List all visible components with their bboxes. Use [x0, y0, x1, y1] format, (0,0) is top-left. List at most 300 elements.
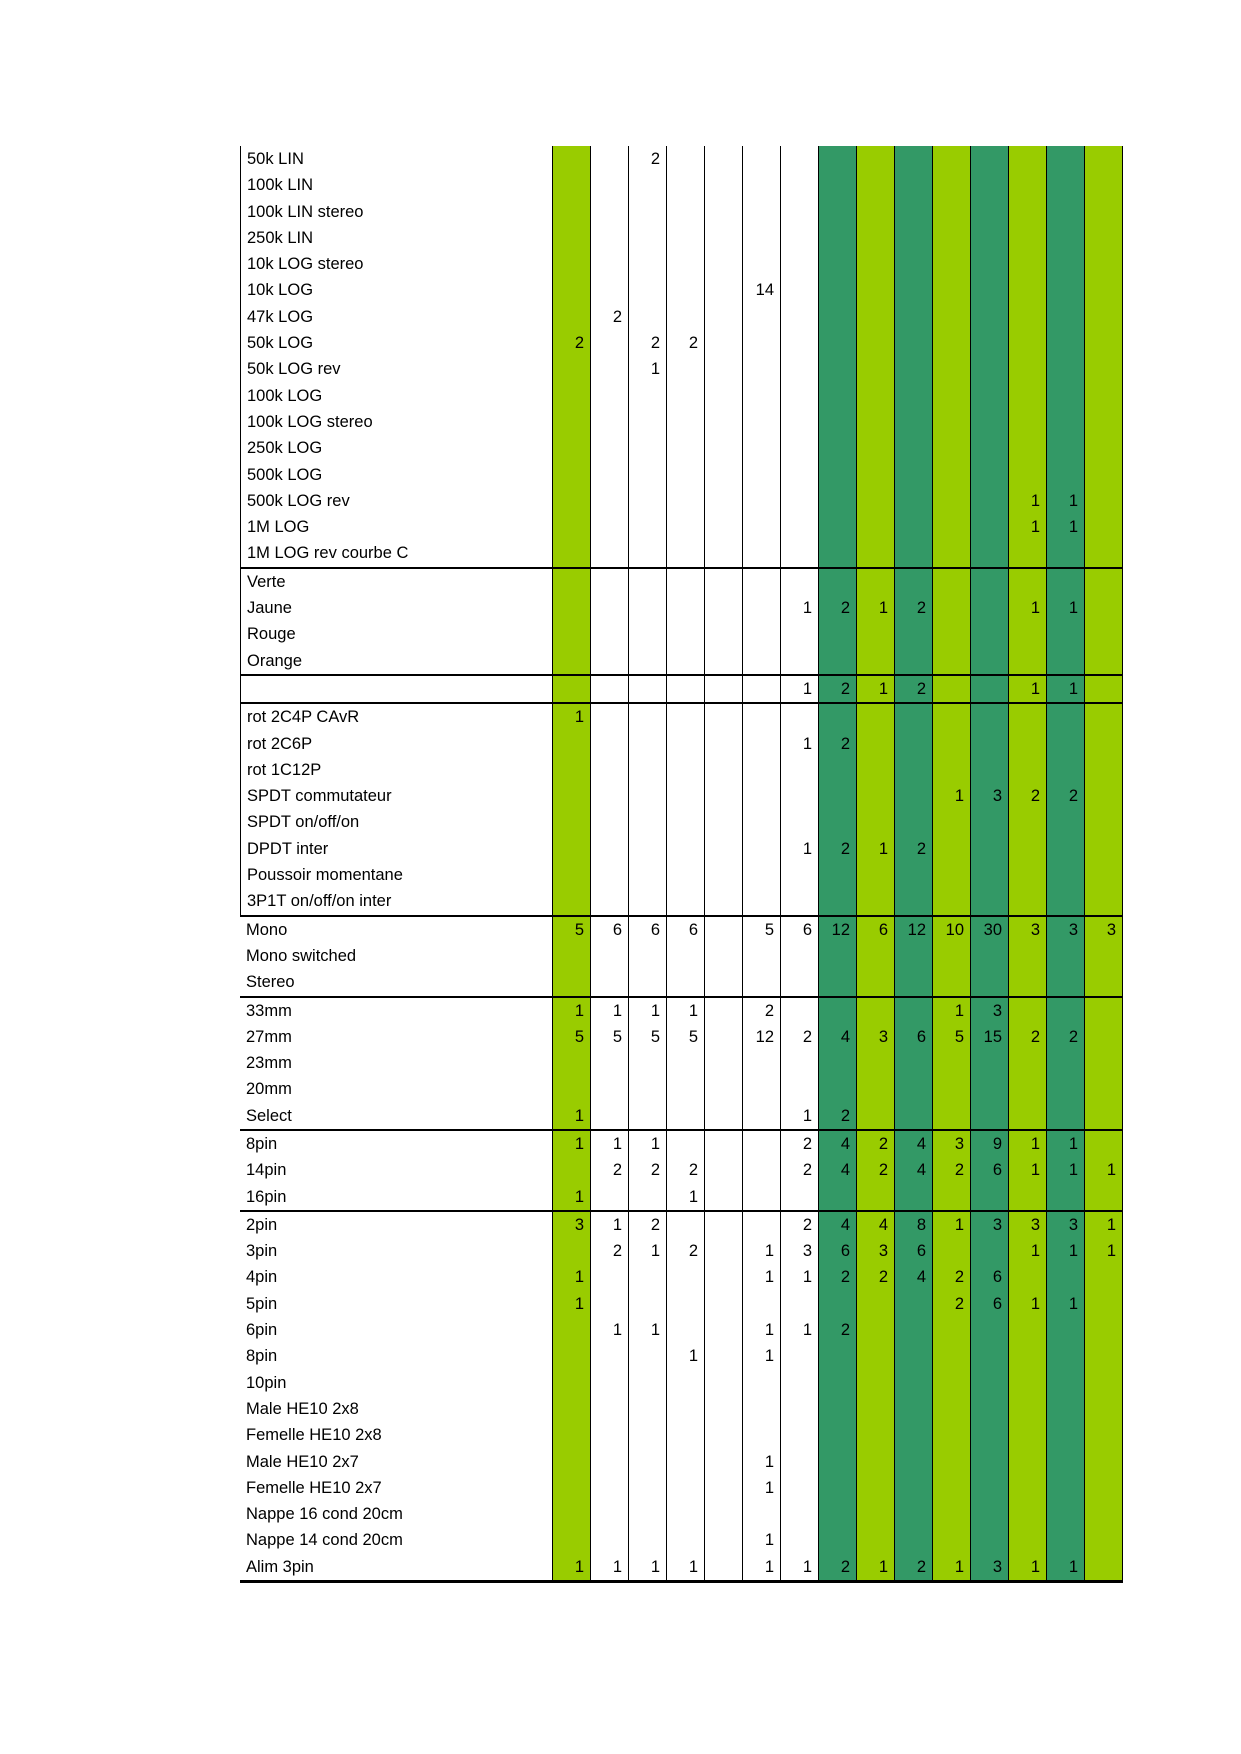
value-cell	[1085, 969, 1123, 995]
value-cell	[591, 648, 629, 674]
row-label-cell: 33mm	[240, 998, 553, 1024]
value-cell: 2	[819, 1264, 857, 1290]
value-cell	[781, 1076, 819, 1102]
value-cell	[971, 1076, 1009, 1102]
value-cell	[857, 435, 895, 461]
value-cell	[933, 1396, 971, 1422]
value-cell: 1	[553, 704, 591, 730]
value-cell	[857, 757, 895, 783]
row-label-cell: 1M LOG	[240, 514, 553, 540]
value-cell	[933, 569, 971, 595]
value-cell: 6	[971, 1264, 1009, 1290]
value-cell	[781, 199, 819, 225]
table-section-connecteurs	[240, 1212, 1123, 1583]
value-cell	[591, 1103, 629, 1129]
value-cell	[553, 435, 591, 461]
value-cell: 1	[933, 783, 971, 809]
table-section-couleurs	[240, 569, 1123, 676]
value-cell	[705, 888, 743, 914]
value-cell	[629, 409, 667, 435]
table-row	[240, 304, 1123, 330]
value-cell	[705, 1238, 743, 1264]
value-cell	[705, 595, 743, 621]
row-label-cell: 250k LIN	[240, 225, 553, 251]
value-cell	[781, 1422, 819, 1448]
value-cell	[553, 595, 591, 621]
value-cell	[1047, 1422, 1085, 1448]
value-cell	[1009, 435, 1047, 461]
value-cell	[781, 1396, 819, 1422]
value-cell	[553, 862, 591, 888]
table-section-supports-ci	[240, 1131, 1123, 1212]
value-cell: 3	[933, 1131, 971, 1157]
value-cell	[591, 225, 629, 251]
value-cell	[705, 836, 743, 862]
value-cell	[591, 969, 629, 995]
value-cell	[705, 304, 743, 330]
value-cell	[553, 356, 591, 382]
value-cell: 1	[1047, 1238, 1085, 1264]
value-cell	[553, 676, 591, 702]
value-cell	[971, 809, 1009, 835]
value-cell	[667, 435, 705, 461]
value-cell	[705, 514, 743, 540]
value-cell	[667, 462, 705, 488]
value-cell	[743, 251, 781, 277]
value-cell	[933, 1103, 971, 1129]
value-cell: 1	[857, 595, 895, 621]
value-cell	[591, 1370, 629, 1396]
value-cell	[1009, 888, 1047, 914]
value-cell: 2	[591, 1157, 629, 1183]
value-cell	[819, 514, 857, 540]
value-cell	[971, 648, 1009, 674]
table-row	[240, 1527, 1123, 1553]
value-cell	[1085, 1501, 1123, 1527]
table-section-boutons	[240, 998, 1123, 1131]
value-cell	[857, 1317, 895, 1343]
value-cell	[895, 1396, 933, 1422]
value-cell	[781, 1527, 819, 1553]
value-cell	[1085, 731, 1123, 757]
value-cell: 6	[857, 917, 895, 943]
value-cell	[895, 462, 933, 488]
value-cell	[1085, 1264, 1123, 1290]
value-cell	[629, 676, 667, 702]
value-cell	[705, 1343, 743, 1369]
table-row	[240, 704, 1123, 730]
value-cell	[591, 251, 629, 277]
value-cell	[857, 462, 895, 488]
value-cell	[705, 998, 743, 1024]
value-cell	[895, 199, 933, 225]
value-cell	[591, 1291, 629, 1317]
value-cell	[971, 1184, 1009, 1210]
value-cell: 3	[553, 1212, 591, 1238]
value-cell	[971, 888, 1009, 914]
value-cell	[591, 1076, 629, 1102]
value-cell	[1009, 862, 1047, 888]
value-cell	[1047, 251, 1085, 277]
value-cell: 3	[1047, 1212, 1085, 1238]
table-row	[240, 1370, 1123, 1396]
value-cell	[781, 356, 819, 382]
value-cell	[971, 1103, 1009, 1129]
value-cell	[629, 304, 667, 330]
table-row	[240, 277, 1123, 303]
value-cell	[553, 225, 591, 251]
value-cell	[971, 199, 1009, 225]
value-cell	[819, 943, 857, 969]
value-cell	[1085, 356, 1123, 382]
value-cell	[819, 1396, 857, 1422]
table-row	[240, 1103, 1123, 1129]
value-cell: 4	[819, 1131, 857, 1157]
table-row	[240, 1475, 1123, 1501]
value-cell	[1085, 621, 1123, 647]
value-cell	[743, 1370, 781, 1396]
value-cell	[629, 757, 667, 783]
value-cell	[705, 225, 743, 251]
value-cell	[933, 809, 971, 835]
value-cell	[667, 1370, 705, 1396]
value-cell: 1	[1009, 514, 1047, 540]
table-row	[240, 1184, 1123, 1210]
value-cell	[1009, 225, 1047, 251]
value-cell	[743, 462, 781, 488]
value-cell	[667, 648, 705, 674]
value-cell: 1	[1009, 1131, 1047, 1157]
value-cell: 3	[971, 1554, 1009, 1580]
value-cell	[933, 540, 971, 566]
value-cell	[781, 648, 819, 674]
value-cell	[1009, 569, 1047, 595]
row-label-cell: 1M LOG rev courbe C	[240, 540, 553, 566]
value-cell	[933, 836, 971, 862]
value-cell: 1	[781, 1103, 819, 1129]
value-cell	[743, 304, 781, 330]
value-cell: 1	[1085, 1238, 1123, 1264]
value-cell	[667, 488, 705, 514]
value-cell	[781, 998, 819, 1024]
value-cell	[1085, 704, 1123, 730]
value-cell	[629, 225, 667, 251]
value-cell: 1	[667, 998, 705, 1024]
value-cell	[1085, 783, 1123, 809]
value-cell: 1	[857, 1554, 895, 1580]
value-cell	[819, 251, 857, 277]
table-row	[240, 757, 1123, 783]
value-cell: 12	[743, 1024, 781, 1050]
value-cell: 2	[553, 330, 591, 356]
value-cell	[553, 1076, 591, 1102]
row-label-cell: 20mm	[240, 1076, 553, 1102]
value-cell	[705, 704, 743, 730]
value-cell: 1	[1009, 595, 1047, 621]
value-cell	[591, 731, 629, 757]
value-cell	[629, 1050, 667, 1076]
row-label-cell: 6pin	[240, 1317, 553, 1343]
value-cell	[591, 514, 629, 540]
value-cell	[1047, 540, 1085, 566]
value-cell	[933, 704, 971, 730]
value-cell	[819, 998, 857, 1024]
table-row	[240, 809, 1123, 835]
value-cell	[743, 1396, 781, 1422]
value-cell	[819, 304, 857, 330]
table-row	[240, 888, 1123, 914]
value-cell	[971, 330, 1009, 356]
value-cell	[971, 1238, 1009, 1264]
value-cell	[819, 809, 857, 835]
table-row	[240, 1024, 1123, 1050]
value-cell: 2	[895, 1554, 933, 1580]
row-label-cell: 100k LIN stereo	[240, 199, 553, 225]
value-cell	[857, 409, 895, 435]
row-label-cell: 250k LOG	[240, 435, 553, 461]
value-cell	[819, 383, 857, 409]
value-cell	[553, 304, 591, 330]
row-label-cell: rot 2C4P CAvR	[240, 704, 553, 730]
value-cell: 1	[591, 1212, 629, 1238]
value-cell	[1085, 1422, 1123, 1448]
value-cell	[705, 969, 743, 995]
value-cell	[971, 757, 1009, 783]
value-cell	[857, 943, 895, 969]
value-cell	[819, 409, 857, 435]
value-cell	[1085, 462, 1123, 488]
value-cell	[591, 595, 629, 621]
value-cell: 6	[971, 1157, 1009, 1183]
value-cell	[705, 917, 743, 943]
value-cell	[629, 462, 667, 488]
value-cell	[819, 277, 857, 303]
value-cell	[1009, 1370, 1047, 1396]
value-cell	[933, 356, 971, 382]
value-cell	[553, 540, 591, 566]
value-cell: 1	[629, 1238, 667, 1264]
value-cell	[933, 1343, 971, 1369]
value-cell: 1	[667, 1343, 705, 1369]
value-cell	[1085, 1184, 1123, 1210]
value-cell	[629, 1103, 667, 1129]
value-cell	[629, 1422, 667, 1448]
value-cell	[895, 1475, 933, 1501]
value-cell	[743, 1212, 781, 1238]
row-label-cell: 50k LOG rev	[240, 356, 553, 382]
value-cell	[857, 1396, 895, 1422]
value-cell	[629, 1370, 667, 1396]
value-cell	[1047, 409, 1085, 435]
value-cell	[743, 1157, 781, 1183]
value-cell	[971, 969, 1009, 995]
value-cell: 6	[591, 917, 629, 943]
value-cell: 1	[591, 1131, 629, 1157]
value-cell	[705, 621, 743, 647]
value-cell	[629, 1449, 667, 1475]
table-row	[240, 540, 1123, 566]
value-cell	[933, 1076, 971, 1102]
value-cell: 5	[933, 1024, 971, 1050]
value-cell	[819, 1184, 857, 1210]
value-cell	[667, 969, 705, 995]
value-cell	[743, 943, 781, 969]
value-cell	[667, 862, 705, 888]
value-cell	[743, 383, 781, 409]
value-cell	[895, 304, 933, 330]
value-cell: 2	[895, 676, 933, 702]
value-cell	[857, 199, 895, 225]
value-cell	[667, 277, 705, 303]
value-cell	[781, 943, 819, 969]
value-cell	[1009, 1317, 1047, 1343]
value-cell: 2	[781, 1157, 819, 1183]
value-cell: 1	[1047, 1291, 1085, 1317]
value-cell	[743, 330, 781, 356]
value-cell	[971, 488, 1009, 514]
row-label-cell: Nappe 16 cond 20cm	[240, 1501, 553, 1527]
row-label-cell: Femelle HE10 2x7	[240, 1475, 553, 1501]
value-cell	[705, 1264, 743, 1290]
value-cell	[553, 1501, 591, 1527]
value-cell: 1	[781, 595, 819, 621]
value-cell	[1047, 943, 1085, 969]
value-cell	[743, 809, 781, 835]
table-row	[240, 648, 1123, 674]
value-cell	[1009, 1184, 1047, 1210]
value-cell	[591, 1264, 629, 1290]
value-cell	[857, 1501, 895, 1527]
value-cell	[781, 1475, 819, 1501]
value-cell	[1047, 1396, 1085, 1422]
table-row	[240, 1212, 1123, 1238]
value-cell: 1	[667, 1554, 705, 1580]
value-cell	[667, 1264, 705, 1290]
value-cell: 8	[895, 1212, 933, 1238]
value-cell: 2	[895, 595, 933, 621]
value-cell	[895, 943, 933, 969]
value-cell	[591, 757, 629, 783]
value-cell	[819, 225, 857, 251]
value-cell	[971, 704, 1009, 730]
table-row	[240, 621, 1123, 647]
value-cell: 6	[895, 1238, 933, 1264]
value-cell	[971, 172, 1009, 198]
value-cell	[1047, 462, 1085, 488]
value-cell	[819, 704, 857, 730]
value-cell	[971, 251, 1009, 277]
value-cell	[743, 704, 781, 730]
value-cell	[705, 488, 743, 514]
value-cell	[857, 731, 895, 757]
value-cell	[819, 172, 857, 198]
value-cell	[933, 277, 971, 303]
row-label-cell: Poussoir momentane	[240, 862, 553, 888]
value-cell	[553, 172, 591, 198]
value-cell	[667, 1131, 705, 1157]
row-label-cell: Mono switched	[240, 943, 553, 969]
value-cell: 2	[629, 1212, 667, 1238]
value-cell	[743, 172, 781, 198]
value-cell	[781, 251, 819, 277]
value-cell	[667, 676, 705, 702]
value-cell	[553, 251, 591, 277]
value-cell: 1	[743, 1264, 781, 1290]
value-cell	[1009, 621, 1047, 647]
value-cell	[1047, 1475, 1085, 1501]
value-cell	[743, 488, 781, 514]
value-cell	[1085, 862, 1123, 888]
value-cell	[1085, 277, 1123, 303]
value-cell	[705, 1157, 743, 1183]
value-cell	[819, 569, 857, 595]
table-row	[240, 330, 1123, 356]
value-cell: 2	[895, 836, 933, 862]
value-cell	[819, 540, 857, 566]
value-cell	[933, 488, 971, 514]
value-cell	[1047, 731, 1085, 757]
value-cell	[667, 1527, 705, 1553]
value-cell	[1009, 1264, 1047, 1290]
value-cell	[933, 225, 971, 251]
value-cell	[1085, 251, 1123, 277]
table-row	[240, 225, 1123, 251]
value-cell	[591, 621, 629, 647]
value-cell	[553, 1370, 591, 1396]
value-cell	[933, 1050, 971, 1076]
row-label-cell: 50k LOG	[240, 330, 553, 356]
value-cell	[705, 1131, 743, 1157]
value-cell	[857, 862, 895, 888]
row-label-cell: 23mm	[240, 1050, 553, 1076]
value-cell	[933, 409, 971, 435]
value-cell	[933, 435, 971, 461]
value-cell	[1085, 435, 1123, 461]
value-cell: 1	[1009, 676, 1047, 702]
value-cell: 2	[819, 1103, 857, 1129]
value-cell	[553, 1527, 591, 1553]
value-cell	[705, 409, 743, 435]
table-row	[240, 383, 1123, 409]
value-cell	[629, 435, 667, 461]
value-cell	[743, 648, 781, 674]
value-cell	[933, 943, 971, 969]
value-cell	[629, 277, 667, 303]
value-cell	[1047, 1317, 1085, 1343]
value-cell	[857, 383, 895, 409]
value-cell	[591, 1501, 629, 1527]
value-cell	[971, 836, 1009, 862]
value-cell	[1047, 809, 1085, 835]
value-cell	[1047, 1343, 1085, 1369]
value-cell	[1085, 304, 1123, 330]
value-cell	[667, 757, 705, 783]
value-cell: 1	[667, 1184, 705, 1210]
value-cell	[1085, 888, 1123, 914]
value-cell	[1085, 172, 1123, 198]
value-cell	[781, 540, 819, 566]
value-cell	[591, 330, 629, 356]
value-cell	[705, 1291, 743, 1317]
value-cell	[819, 488, 857, 514]
value-cell	[629, 943, 667, 969]
value-cell: 4	[819, 1212, 857, 1238]
table-row	[240, 595, 1123, 621]
row-label-cell: 500k LOG	[240, 462, 553, 488]
value-cell	[971, 383, 1009, 409]
value-cell	[895, 330, 933, 356]
value-cell	[1009, 304, 1047, 330]
